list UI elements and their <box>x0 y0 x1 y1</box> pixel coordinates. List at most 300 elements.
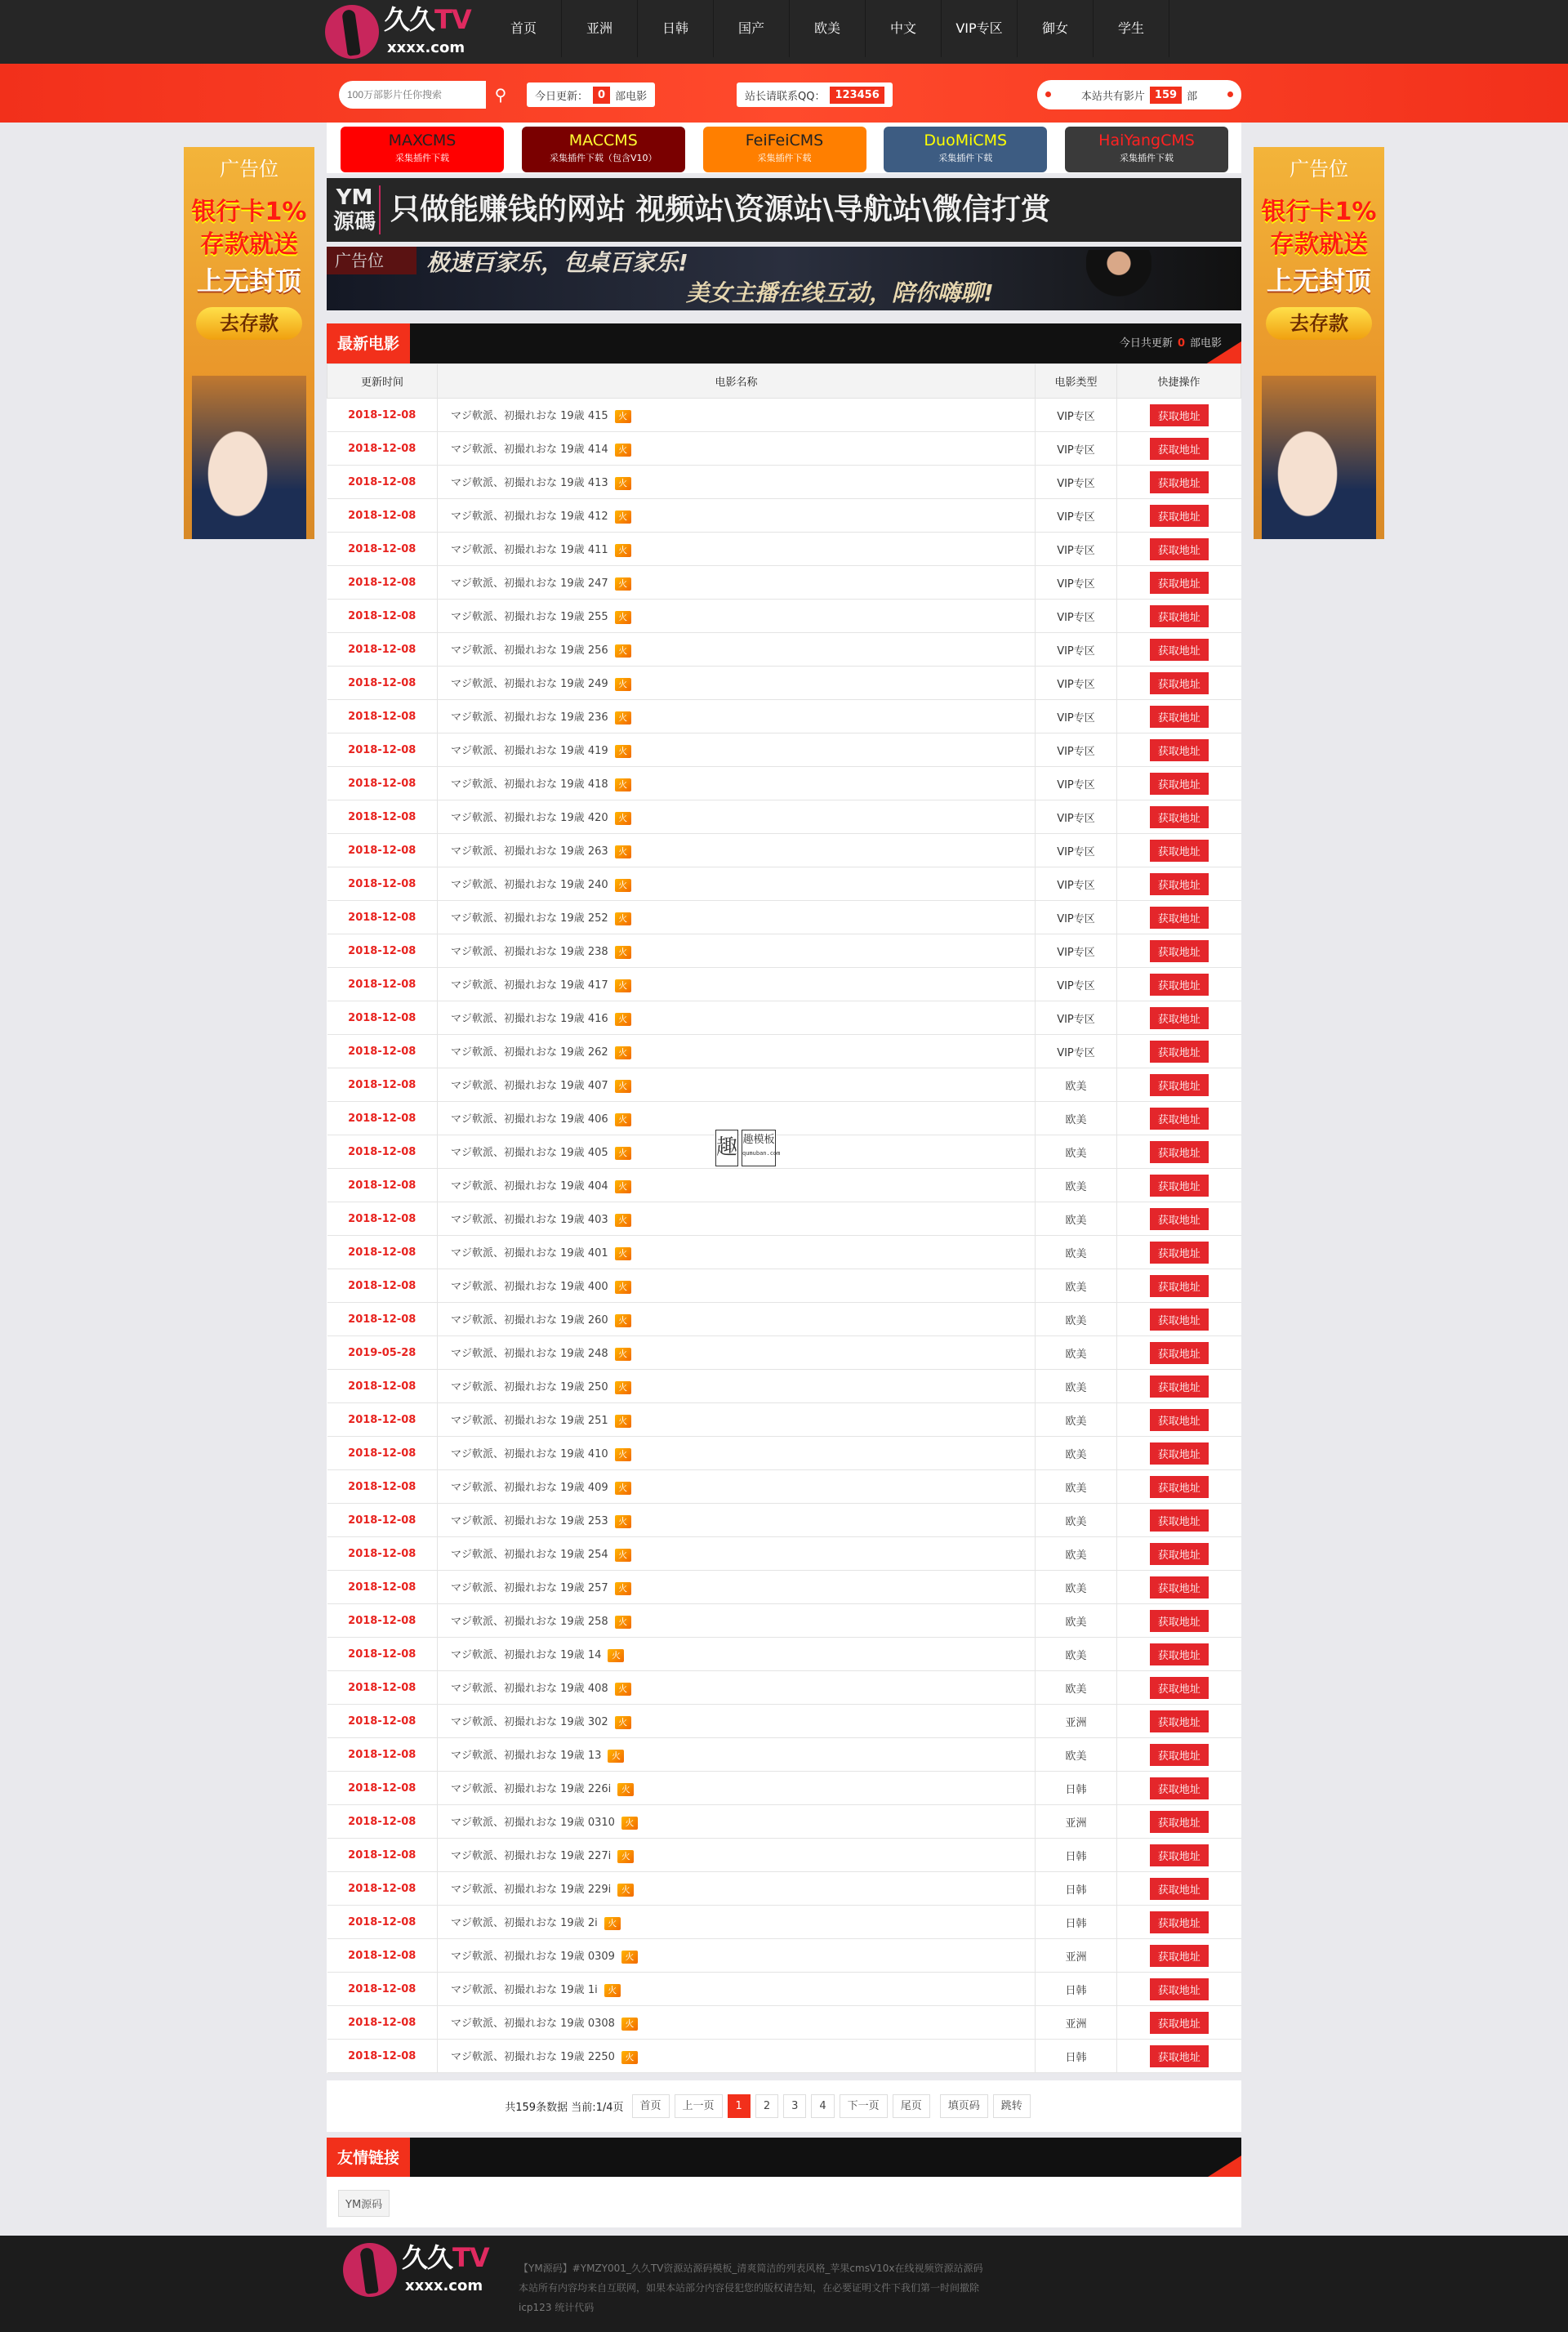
movie-number: 257 <box>587 1582 608 1595</box>
movie-type: 日韩 <box>1036 1839 1117 1872</box>
get-address-button[interactable]: 获取地址 <box>1150 572 1209 594</box>
get-address-button[interactable]: 获取地址 <box>1150 1677 1209 1699</box>
get-address-button[interactable]: 获取地址 <box>1150 1744 1209 1766</box>
movie-title-cell[interactable] <box>438 1068 1036 1102</box>
movie-title-prefix: マジ軟派、初撮れおな 19歳 <box>451 1348 588 1361</box>
ad-line: 上无封顶 <box>1266 265 1371 297</box>
page-button[interactable]: 3 <box>783 2094 806 2118</box>
movie-title-cell[interactable] <box>438 1772 1036 1805</box>
prev-page-button[interactable]: 上一页 <box>675 2094 723 2118</box>
movie-title-cell[interactable] <box>438 1939 1036 1973</box>
logo-sub: xxxx.com <box>387 39 466 56</box>
movie-title-cell[interactable] <box>438 867 1036 901</box>
hot-icon: 火 <box>604 1917 621 1930</box>
pagination <box>327 2080 1241 2132</box>
ad-image <box>1262 376 1376 539</box>
get-address-button[interactable]: 获取地址 <box>1150 974 1209 996</box>
table-row <box>327 700 1241 733</box>
get-address-button[interactable]: 获取地址 <box>1150 1342 1209 1364</box>
hot-icon: 火 <box>615 1549 631 1562</box>
site-logo[interactable] <box>325 3 476 60</box>
table-row <box>327 1102 1241 1135</box>
movie-title-cell[interactable] <box>438 1805 1036 1839</box>
ad-tag: 广告位 <box>327 247 416 274</box>
corner-decoration <box>1205 2156 1241 2178</box>
update-date: 2018-12-08 <box>327 1269 438 1303</box>
cms-button[interactable] <box>341 127 504 172</box>
action-cell <box>1117 867 1241 901</box>
action-cell <box>1117 968 1241 1001</box>
watermark-url: qumuban.com <box>742 1150 781 1157</box>
movie-title-cell[interactable] <box>438 1035 1036 1068</box>
movie-title-cell[interactable] <box>438 1001 1036 1035</box>
get-address-button[interactable]: 获取地址 <box>1150 1777 1209 1799</box>
movie-title-cell[interactable] <box>438 934 1036 968</box>
movie-type: 欧美 <box>1036 1671 1117 1705</box>
movie-title-cell[interactable] <box>438 733 1036 767</box>
get-address-button[interactable]: 获取地址 <box>1150 1175 1209 1197</box>
movie-title-cell[interactable] <box>438 600 1036 633</box>
hot-icon: 火 <box>615 444 631 457</box>
movie-type: VIP专区 <box>1036 1001 1117 1035</box>
movie-title-cell[interactable] <box>438 399 1036 432</box>
get-address-button[interactable]: 获取地址 <box>1150 672 1209 694</box>
side-ad-right[interactable] <box>1254 147 1384 539</box>
cms-button[interactable] <box>522 127 685 172</box>
action-cell <box>1117 1839 1241 1872</box>
hot-icon: 火 <box>615 1147 631 1160</box>
logo-silhouette-icon <box>325 5 379 59</box>
movie-title-cell[interactable] <box>438 1202 1036 1236</box>
movie-title-cell[interactable] <box>438 901 1036 934</box>
movie-title-prefix: マジ軟派、初撮れおな 19歳 <box>451 1951 588 1964</box>
get-address-button[interactable]: 获取地址 <box>1150 1844 1209 1866</box>
movie-title-cell[interactable] <box>438 1872 1036 1906</box>
movie-title-prefix: マジ軟派、初撮れおな 19歳 <box>451 1750 588 1763</box>
hot-icon: 火 <box>615 1113 631 1126</box>
movie-type: VIP专区 <box>1036 399 1117 432</box>
table-row <box>327 1571 1241 1604</box>
movie-number: 13 <box>587 1750 602 1763</box>
nav-item[interactable]: VIP专区 <box>942 0 1018 57</box>
movie-number: 403 <box>587 1214 608 1227</box>
update-date: 2018-12-08 <box>327 1236 438 1269</box>
ym-logo: YM 源碼 <box>333 185 381 234</box>
watermark-name: 趣模板 <box>742 1134 775 1146</box>
movie-number: 407 <box>587 1080 608 1093</box>
next-page-button[interactable]: 下一页 <box>840 2094 888 2118</box>
table-row <box>327 834 1241 867</box>
table-row <box>327 1303 1241 1336</box>
update-date: 2018-12-08 <box>327 1705 438 1738</box>
movie-type: 欧美 <box>1036 1403 1117 1437</box>
movie-title-cell[interactable] <box>438 1537 1036 1571</box>
get-address-button[interactable]: 获取地址 <box>1150 1141 1209 1163</box>
update-date: 2018-12-08 <box>327 700 438 733</box>
movie-title-cell[interactable] <box>438 1403 1036 1437</box>
action-cell <box>1117 1738 1241 1772</box>
action-cell <box>1117 834 1241 867</box>
ad-line: 存款就送 <box>1270 230 1368 259</box>
action-cell <box>1117 767 1241 800</box>
movie-title-cell[interactable] <box>438 1571 1036 1604</box>
movie-title-prefix: マジ軟派、初撮れおな 19歳 <box>451 845 588 858</box>
movie-number: 1i <box>587 1984 598 1997</box>
hot-icon: 火 <box>621 1817 638 1830</box>
get-address-button[interactable]: 获取地址 <box>1150 639 1209 661</box>
page-number-input[interactable]: 填页码 <box>940 2094 988 2118</box>
table-row <box>327 1470 1241 1504</box>
movie-title-cell[interactable] <box>438 1839 1036 1872</box>
ad-line: 银行卡1% <box>1261 198 1377 226</box>
action-cell <box>1117 800 1241 834</box>
update-date: 2018-12-08 <box>327 2040 438 2073</box>
get-address-button[interactable]: 获取地址 <box>1150 1643 1209 1665</box>
movie-title-prefix: マジ軟派、初撮れおな 19歳 <box>451 1415 588 1428</box>
page-button[interactable]: 2 <box>755 2094 778 2118</box>
ad-button[interactable]: 去存款 <box>1266 307 1372 340</box>
hot-icon: 火 <box>615 1582 631 1595</box>
get-address-button[interactable]: 获取地址 <box>1150 1911 1209 1933</box>
watermark-text <box>742 1130 781 1166</box>
movie-title-prefix: マジ軟派、初撮れおな 19歳 <box>451 1381 588 1394</box>
movie-type: 亚洲 <box>1036 2006 1117 2040</box>
hot-icon: 火 <box>615 1247 631 1260</box>
first-page-button[interactable]: 首页 <box>632 2094 670 2118</box>
get-address-button[interactable]: 获取地址 <box>1150 1108 1209 1130</box>
table-row <box>327 466 1241 499</box>
cms-name: FeiFeiCMS <box>745 132 824 149</box>
movie-title-cell[interactable] <box>438 533 1036 566</box>
get-address-button[interactable]: 获取地址 <box>1150 505 1209 527</box>
get-address-button[interactable]: 获取地址 <box>1150 1442 1209 1465</box>
movie-title-prefix: マジ軟派、初撮れおな 19歳 <box>451 1147 588 1160</box>
update-date: 2018-12-08 <box>327 1537 438 1571</box>
movie-type: 欧美 <box>1036 1571 1117 1604</box>
table-row <box>327 1805 1241 1839</box>
movie-title-cell[interactable] <box>438 1169 1036 1202</box>
today-update <box>527 82 655 107</box>
get-address-button[interactable]: 获取地址 <box>1150 1576 1209 1599</box>
footer-text <box>519 2258 983 2317</box>
movie-title-cell[interactable] <box>438 1738 1036 1772</box>
today-count: 0 <box>1177 337 1185 350</box>
action-cell <box>1117 1370 1241 1403</box>
movie-type: 欧美 <box>1036 1537 1117 1571</box>
action-cell <box>1117 600 1241 633</box>
movie-type: 欧美 <box>1036 1370 1117 1403</box>
ad-button[interactable]: 去存款 <box>196 307 302 340</box>
nav-item[interactable]: 日韩 <box>638 0 714 57</box>
get-address-button[interactable]: 获取地址 <box>1150 438 1209 460</box>
movie-number: 240 <box>587 879 608 892</box>
cms-name: DuoMiCMS <box>924 132 1008 149</box>
jump-button[interactable]: 跳转 <box>993 2094 1031 2118</box>
nav-item[interactable]: 亚洲 <box>562 0 638 57</box>
cms-button[interactable] <box>884 127 1047 172</box>
hot-icon: 火 <box>615 1683 631 1696</box>
movie-title-cell[interactable] <box>438 1269 1036 1303</box>
get-address-button[interactable]: 获取地址 <box>1150 1878 1209 1900</box>
movie-title-cell[interactable] <box>438 2006 1036 2040</box>
get-address-button[interactable]: 获取地址 <box>1150 1242 1209 1264</box>
movie-type: VIP专区 <box>1036 432 1117 466</box>
get-address-button[interactable]: 获取地址 <box>1150 1710 1209 1732</box>
cms-sub: 采集插件下载 <box>757 153 812 163</box>
hot-icon: 火 <box>615 1281 631 1294</box>
action-cell <box>1117 1437 1241 1470</box>
update-date: 2018-12-08 <box>327 1403 438 1437</box>
movie-title-cell[interactable] <box>438 1638 1036 1671</box>
action-cell <box>1117 1705 1241 1738</box>
movie-title-prefix: マジ軟派、初撮れおな 19歳 <box>451 1080 588 1093</box>
cms-button[interactable] <box>703 127 866 172</box>
hot-icon: 火 <box>615 611 631 624</box>
movie-title-cell[interactable] <box>438 1437 1036 1470</box>
update-date: 2018-12-08 <box>327 499 438 533</box>
update-date: 2018-12-08 <box>327 1303 438 1336</box>
hot-icon: 火 <box>615 1214 631 1227</box>
get-address-button[interactable]: 获取地址 <box>1150 1007 1209 1029</box>
update-date: 2018-12-08 <box>327 1135 438 1169</box>
movie-type: VIP专区 <box>1036 466 1117 499</box>
nav-item[interactable]: 国产 <box>714 0 790 57</box>
movie-title-cell[interactable] <box>438 633 1036 667</box>
update-date: 2018-12-08 <box>327 1202 438 1236</box>
qq-label: 站长请联系QQ： <box>745 90 826 103</box>
get-address-button[interactable]: 获取地址 <box>1150 1275 1209 1297</box>
hot-icon: 火 <box>615 511 631 524</box>
nav-item[interactable]: 中文 <box>866 0 942 57</box>
search-input[interactable] <box>339 81 486 109</box>
movie-title-cell[interactable] <box>438 1671 1036 1705</box>
get-address-button[interactable]: 获取地址 <box>1150 1543 1209 1565</box>
movie-title-cell[interactable] <box>438 566 1036 600</box>
movie-type: VIP专区 <box>1036 566 1117 600</box>
update-date: 2018-12-08 <box>327 1671 438 1705</box>
ad-image <box>192 376 306 539</box>
movie-number: 409 <box>587 1482 608 1495</box>
movie-title-cell[interactable] <box>438 700 1036 733</box>
get-address-button[interactable]: 获取地址 <box>1150 2045 1209 2067</box>
movie-title-cell[interactable] <box>438 1906 1036 1939</box>
movie-number: 2250 <box>587 2051 615 2064</box>
movie-number: 410 <box>587 1448 608 1461</box>
movie-title-cell[interactable] <box>438 499 1036 533</box>
movie-number: 0309 <box>587 1951 615 1964</box>
get-address-button[interactable]: 获取地址 <box>1150 471 1209 493</box>
movie-title-cell[interactable] <box>438 1604 1036 1638</box>
hot-icon: 火 <box>615 644 631 658</box>
movie-number: 226i <box>587 1783 612 1796</box>
nav-item[interactable]: 御女 <box>1018 0 1094 57</box>
get-address-button[interactable]: 获取地址 <box>1150 404 1209 426</box>
action-cell <box>1117 1303 1241 1336</box>
action-cell <box>1117 499 1241 533</box>
action-cell <box>1117 533 1241 566</box>
pager-info: 共159条数据 当前:1/4页 <box>505 2102 624 2114</box>
get-address-button[interactable]: 获取地址 <box>1150 1074 1209 1096</box>
table-row <box>327 1202 1241 1236</box>
get-address-button[interactable]: 获取地址 <box>1150 1978 1209 2000</box>
movie-title-prefix: マジ軟派、初撮れおな 19歳 <box>451 544 588 557</box>
table-row <box>327 1135 1241 1169</box>
update-date: 2018-12-08 <box>327 466 438 499</box>
cms-button[interactable] <box>1065 127 1228 172</box>
hot-icon: 火 <box>615 577 631 591</box>
table-row <box>327 867 1241 901</box>
movie-type: 亚洲 <box>1036 1805 1117 1839</box>
get-address-button[interactable]: 获取地址 <box>1150 1041 1209 1063</box>
movie-table <box>327 363 1241 2073</box>
get-address-button[interactable]: 获取地址 <box>1150 706 1209 728</box>
hot-icon: 火 <box>617 1884 634 1897</box>
get-address-button[interactable]: 获取地址 <box>1150 1208 1209 1230</box>
movie-title-cell[interactable] <box>438 1973 1036 2006</box>
table-row <box>327 1906 1241 1939</box>
table-row <box>327 499 1241 533</box>
hot-icon: 火 <box>615 778 631 791</box>
get-address-button[interactable]: 获取地址 <box>1150 940 1209 962</box>
movie-title-cell[interactable] <box>438 2040 1036 2073</box>
get-address-button[interactable]: 获取地址 <box>1150 840 1209 862</box>
table-row <box>327 934 1241 968</box>
get-address-button[interactable]: 获取地址 <box>1150 1309 1209 1331</box>
table-row <box>327 533 1241 566</box>
movie-type: 日韩 <box>1036 1872 1117 1906</box>
movie-title-cell[interactable] <box>438 432 1036 466</box>
ad-line: 银行卡1% <box>191 198 307 226</box>
get-address-button[interactable]: 获取地址 <box>1150 806 1209 828</box>
movie-title-cell[interactable] <box>438 1470 1036 1504</box>
action-cell <box>1117 2006 1241 2040</box>
movie-title-cell[interactable] <box>438 1336 1036 1370</box>
ad-image <box>1086 250 1152 310</box>
movie-title-cell[interactable] <box>438 1504 1036 1537</box>
movie-title-prefix: マジ軟派、初撮れおな 19歳 <box>451 711 588 725</box>
casino-ad-banner[interactable] <box>327 247 1241 310</box>
nav-item[interactable]: 欧美 <box>790 0 866 57</box>
update-date: 2018-12-08 <box>327 934 438 968</box>
table-row <box>327 1001 1241 1035</box>
hot-icon: 火 <box>615 1314 631 1327</box>
movie-number: 253 <box>587 1515 608 1528</box>
movie-title-cell[interactable] <box>438 1303 1036 1336</box>
get-address-button[interactable]: 获取地址 <box>1150 2012 1209 2034</box>
hot-icon: 火 <box>615 946 631 959</box>
update-date: 2018-12-08 <box>327 667 438 700</box>
movie-type: 日韩 <box>1036 1973 1117 2006</box>
action-cell <box>1117 1571 1241 1604</box>
action-cell <box>1117 1403 1241 1437</box>
search-icon[interactable]: ⚲ <box>494 85 507 105</box>
hot-icon: 火 <box>617 1850 634 1863</box>
table-row <box>327 1872 1241 1906</box>
table-row <box>327 1604 1241 1638</box>
movie-title-prefix: マジ軟派、初撮れおな 19歳 <box>451 1850 588 1863</box>
page-button[interactable]: 4 <box>811 2094 834 2118</box>
get-address-button[interactable]: 获取地址 <box>1150 1476 1209 1498</box>
update-date: 2018-12-08 <box>327 1504 438 1537</box>
movie-type: 欧美 <box>1036 1236 1117 1269</box>
movie-title-cell[interactable] <box>438 968 1036 1001</box>
movie-title-cell[interactable] <box>438 1370 1036 1403</box>
get-address-button[interactable]: 获取地址 <box>1150 1610 1209 1632</box>
ym-banner[interactable] <box>327 178 1241 242</box>
cms-name: HaiYangCMS <box>1098 132 1195 149</box>
hot-icon: 火 <box>617 1783 634 1796</box>
movie-type: 欧美 <box>1036 1303 1117 1336</box>
movie-title-cell[interactable] <box>438 1705 1036 1738</box>
movie-title-cell[interactable] <box>438 667 1036 700</box>
side-ad-left[interactable] <box>184 147 314 539</box>
get-address-button[interactable]: 获取地址 <box>1150 538 1209 560</box>
movie-title-cell[interactable] <box>438 767 1036 800</box>
hot-icon: 火 <box>615 1080 631 1093</box>
friend-link[interactable]: YM源码 <box>338 2190 390 2217</box>
logo-sub: xxxx.com <box>405 2277 483 2294</box>
movie-title-cell[interactable] <box>438 466 1036 499</box>
update-date: 2018-12-08 <box>327 901 438 934</box>
get-address-button[interactable]: 获取地址 <box>1150 1811 1209 1833</box>
table-row <box>327 968 1241 1001</box>
get-address-button[interactable]: 获取地址 <box>1150 907 1209 929</box>
get-address-button[interactable]: 获取地址 <box>1150 1376 1209 1398</box>
get-address-button[interactable]: 获取地址 <box>1150 739 1209 761</box>
hot-icon: 火 <box>615 1013 631 1026</box>
movie-title-prefix: マジ軟派、初撮れおな 19歳 <box>451 879 588 892</box>
table-row <box>327 1939 1241 1973</box>
movie-title-prefix: マジ軟派、初撮れおな 19歳 <box>451 1515 588 1528</box>
movie-number: 404 <box>587 1180 608 1193</box>
get-address-button[interactable]: 获取地址 <box>1150 605 1209 627</box>
nav-item[interactable]: 学生 <box>1094 0 1169 57</box>
get-address-button[interactable]: 获取地址 <box>1150 1509 1209 1532</box>
movie-number: 2i <box>587 1917 598 1930</box>
last-page-button[interactable]: 尾页 <box>893 2094 930 2118</box>
table-row <box>327 600 1241 633</box>
movie-type: 欧美 <box>1036 1738 1117 1772</box>
hot-icon: 火 <box>604 1984 621 1997</box>
movie-type: 欧美 <box>1036 1102 1117 1135</box>
get-address-button[interactable]: 获取地址 <box>1150 873 1209 895</box>
movie-title-prefix: マジ軟派、初撮れおな 19歳 <box>451 2051 588 2064</box>
movie-title-prefix: マジ軟派、初撮れおな 19歳 <box>451 979 588 992</box>
nav-item[interactable]: 首页 <box>486 0 562 57</box>
friend-links <box>327 2177 1241 2227</box>
footer-logo <box>343 2241 494 2299</box>
movie-title-cell[interactable] <box>438 1236 1036 1269</box>
hot-icon: 火 <box>615 1716 631 1729</box>
get-address-button[interactable]: 获取地址 <box>1150 1409 1209 1431</box>
update-date: 2018-12-08 <box>327 1001 438 1035</box>
ym-banner-text: 只做能赚钱的网站 视频站\资源站\导航站\微信打赏 <box>390 193 1050 226</box>
movie-number: 406 <box>587 1113 608 1126</box>
page-button-current[interactable]: 1 <box>728 2094 751 2118</box>
hot-icon: 火 <box>615 1482 631 1495</box>
table-row <box>327 1068 1241 1102</box>
get-address-button[interactable]: 获取地址 <box>1150 773 1209 795</box>
get-address-button[interactable]: 获取地址 <box>1150 1945 1209 1967</box>
movie-title-cell[interactable] <box>438 800 1036 834</box>
update-date: 2018-12-08 <box>327 800 438 834</box>
cms-sub: 采集插件下载 <box>938 153 993 163</box>
movie-title-cell[interactable] <box>438 834 1036 867</box>
movie-type: VIP专区 <box>1036 901 1117 934</box>
action-cell <box>1117 1772 1241 1805</box>
table-row <box>327 800 1241 834</box>
hot-icon: 火 <box>615 845 631 858</box>
